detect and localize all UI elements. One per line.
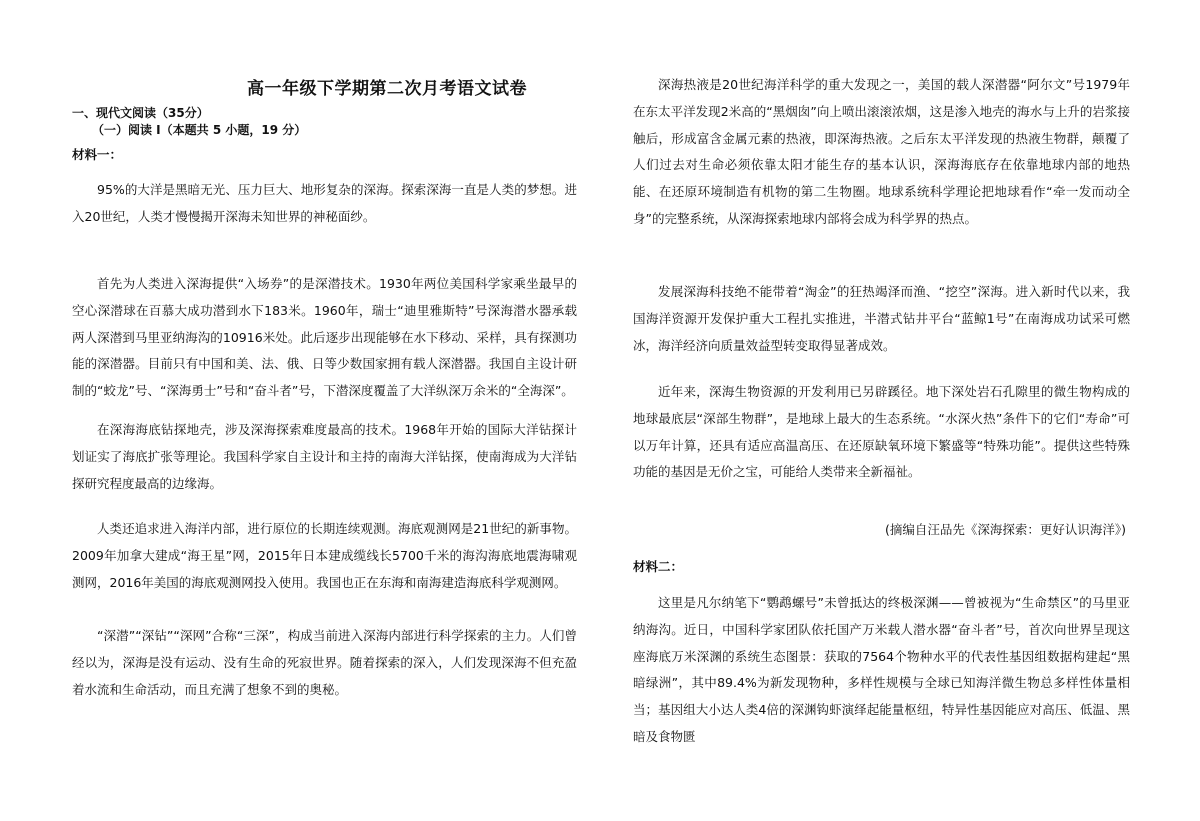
source-citation: (摘编自汪品先《深海探索：更好认识海洋》) — [884, 522, 1126, 537]
material-1-label: 材料一： — [72, 147, 123, 162]
paragraph: 95%的大洋是黑暗无光、压力巨大、地形复杂的深海。探索深海一直是人类的梦想。进入20世纪，人类才慢慢揭开深海未知世界的神秘面纱。 — [72, 182, 577, 224]
section-heading: 一、现代文阅读（35分） — [72, 106, 209, 120]
paragraph: “深潜”“深钻”“深网”合称“三深”，构成当前进入深海内部进行科学探索的主力。人们曾经以为，深海是没有运动、没有生命的死寂世界。随着探索的深入，人们发现深海不但充盈着水流和生命活动，而且充满了想象不到的奥秘。 — [72, 628, 577, 697]
material-2-label: 材料二： — [633, 559, 684, 574]
paragraph: 深海热液是20世纪海洋科学的重大发现之一，美国的载人深潜器“阿尔文”号1979年在东太平洋发现2米高的“黑烟囱”向上喷出滚滚浓烟，这是渗入地壳的海水与上升的岩浆接触后，形成富含金属元素的热液，即深海热液。之后东太平洋发现的热液生物群，颠覆了人们过去对生命必须依靠太阳才能生存的基本认识，深海海底存在依靠地球内部的地热能、在还原环境制造有机物的第二生物圈。地球系统科学理论把地球看作“牵一发而动全身”的完整系统，从深海探索地球内部将会成为科学界的热点。 — [633, 77, 1130, 226]
paragraph: 人类还追求进入海洋内部，进行原位的长期连续观测。海底观测网是21世纪的新事物。2009年加拿大建成“海王星”网，2015年日本建成缆线长5700千米的海沟海底地震海啸观测网，2016年美国的海底观测网投入使用。我国也正在东海和南海建造海底科学观测网。 — [72, 521, 577, 590]
paragraph: 首先为人类进入深海提供“入场券”的是深潜技术。1930年两位美国科学家乘坐最早的空心深潜球在百慕大成功潜到水下183米。1960年，瑞士“迪里雅斯特”号深海潜水器承载两人深潜到马里亚纳海沟的10916米处。此后逐步出现能够在水下移动、采样，具有探测功能的深潜器。目前只有中国和美、法、俄、日等少数国家拥有载人深潜器。我国自主设计研制的“蛟龙”号、“深海勇士”号和“奋斗者”号，下潜深度覆盖了大洋纵深万余米的“全海深”。 — [72, 276, 577, 399]
paragraph: 这里是凡尔纳笔下“鹦鹉螺号”未曾抵达的终极深渊——曾被视为“生命禁区”的马里亚纳海沟。近日，中国科学家团队依托国产万米载人潜水器“奋斗者”号，首次向世界呈现这座海底万米深渊的系统生态图景：获取的7564个物种水平的代表性基因组数据构建起“黑暗绿洲”，其中89.4%为新发现物种，多样性规模与全球已知海洋微生物总多样性体量相当；基因组大小达人类4倍的深渊钩虾演绎起能量枢纽，特异性基因能应对高压、低温、黑暗及食物匮 — [633, 595, 1130, 744]
paragraph: 近年来，深海生物资源的开发利用已另辟蹊径。地下深处岩石孔隙里的微生物构成的地球最底层“深部生物群”，是地球上最大的生态系统。“水深火热”条件下的它们“寿命”可以万年计算，还具有适应高温高压、在还原缺氧环境下繁盛等“特殊功能”。提供这些特殊功能的基因是无价之宝，可能给人类带来全新福祉。 — [633, 384, 1130, 480]
paragraph: 发展深海科技绝不能带着“淘金”的狂热竭泽而渔、“挖空”深海。进入新时代以来，我国海洋资源开发保护重大工程扎实推进，半潜式钻井平台“蓝鲸1号”在南海成功试采可燃冰，海洋经济向质量效益型转变取得显著成效。 — [633, 284, 1130, 353]
paragraph: 在深海海底钻探地壳，涉及深海探索难度最高的技术。1968年开始的国际大洋钻探计划证实了海底扩张等理论。我国科学家自主设计和主持的南海大洋钻探，使南海成为大洋钻探研究程度最高的边缘海。 — [72, 422, 577, 491]
document-title: 高一年级下学期第二次月考语文试卷 — [247, 79, 527, 99]
subsection-heading: （一）阅读 I（本题共 5 小题，19 分） — [92, 123, 307, 137]
